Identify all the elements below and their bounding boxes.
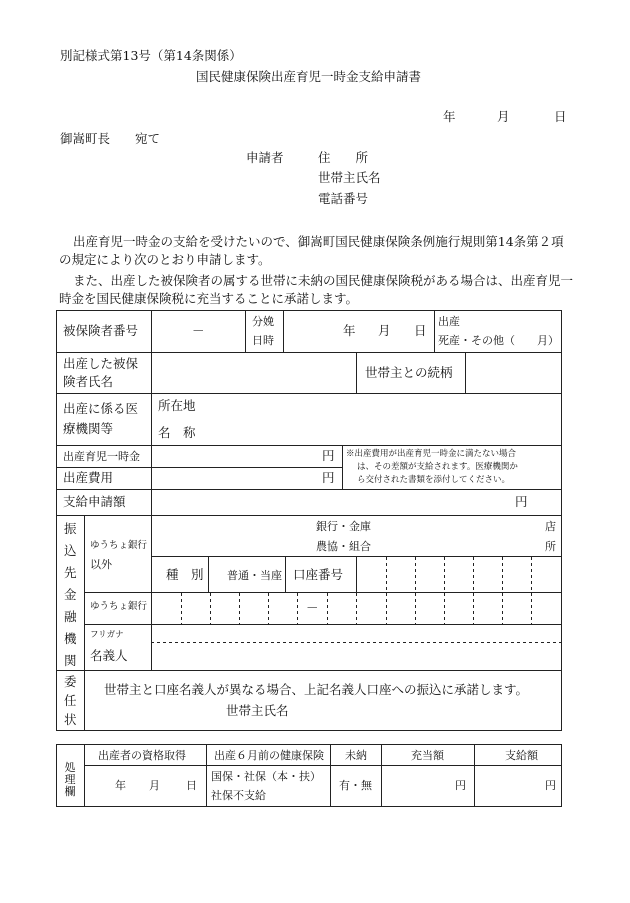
insurance-type-line-1: 国保・社保（本・扶） [211,770,321,783]
application-statement: 出産育児一時金の支給を受けたいので、御嵩町国民健康保険条例施行規則第14条第２項の規定により次のとおり申請します。 [59,234,564,267]
insured-number-label: 被保険者番号 [63,323,139,338]
insured-name-label-2: 険者氏名 [63,374,114,389]
householder-name-label: 世帯主氏名 [318,170,381,185]
delivery-month: 月 [378,323,391,338]
insurance-type-line-2: 社保不支給 [211,789,266,802]
delivery-cost-label: 出産費用 [63,470,114,485]
note-line-3: ら交付された書類を添付してください。 [357,475,511,485]
payment-amount-label: 支給申請額 [63,494,126,509]
applicant-label: 申請者 [246,150,284,165]
non-yucho-label-2: 以外 [90,558,112,571]
bank-col-1: 振 [64,521,77,536]
lump-sum-label: 出産育児一時金 [63,450,140,463]
form-title: 国民健康保険出産育児一時金支給申請書 [196,69,422,84]
bank-col-7: 関 [64,653,77,668]
unpaid-options: 有・無 [339,779,372,792]
processing-side-label: 処理欄 [64,761,76,798]
bank-type-line-1: 銀行・金庫 [316,520,371,533]
phone-label: 電話番号 [318,191,369,206]
processing-header-qualification: 出産者の資格取得 [98,749,186,762]
account-type-options: 普通・当座 [227,569,282,582]
processing-month: 月 [149,779,160,792]
branch-label-1: 店 [545,520,556,533]
form-number: 別記様式第13号（第14条関係） [60,48,242,63]
stillbirth-option: 死産・その他（ 月） [438,334,559,347]
relation-label: 世帯主との続柄 [365,365,453,380]
payment-amount-yen: 円 [515,494,528,509]
proxy-statement: 世帯主と口座名義人が異なる場合、上記名義人口座への振込に承諾します。 [104,682,529,697]
consent-statement: また、出産した被保険者の属する世帯に未納の国民健康保険税がある場合は、出産育児一時金を国民健康保険税に充当することに承諾します。 [59,273,574,306]
account-type-label: 種 別 [166,567,204,582]
processing-header-unpaid: 未納 [345,749,367,762]
bank-col-4: 金 [64,587,77,602]
delivery-label-1: 分娩 [252,315,274,328]
note-line-2: は、その差額が支給されます。医療機関か [357,462,518,472]
date-month-label: 月 [497,109,510,124]
date-year-label: 年 [443,109,456,124]
date-day-label: 日 [554,109,567,124]
branch-label-2: 所 [545,540,556,553]
yucho-dash: － [306,600,319,615]
processing-header-payment: 支給額 [505,749,538,762]
lump-sum-yen: 円 [322,448,335,463]
insured-name-label-1: 出産した被保 [63,356,139,371]
allocation-yen: 円 [455,779,466,792]
institution-label-1: 出産に係る医 [63,401,139,416]
location-label: 所在地 [158,398,196,413]
delivery-day: 日 [414,323,427,338]
non-yucho-label-1: ゆうちょ銀行 [90,540,148,551]
insured-number-dash: － [192,323,205,338]
bank-col-3: 先 [64,565,77,580]
processing-header-allocation: 充当額 [411,749,444,762]
proxy-col-1: 委 [64,674,77,689]
yucho-label: ゆうちょ銀行 [90,601,148,612]
account-number-label: 口座番号 [293,567,344,582]
bank-type-line-2: 農協・組合 [316,540,371,553]
note-line-1: ※出産費用が出産育児一時金に満たない場合 [346,449,517,459]
proxy-householder-label: 世帯主氏名 [226,703,289,718]
payment-yen: 円 [545,779,556,792]
institution-name-label: 名 称 [158,425,196,440]
processing-day: 日 [186,779,197,792]
proxy-col-2: 任 [64,693,77,708]
addressee: 御嵩町長 宛て [60,131,161,146]
delivery-cost-yen: 円 [322,470,335,485]
birth-option: 出産 [438,315,460,328]
proxy-col-3: 状 [64,712,77,727]
bank-col-2: 込 [64,543,77,558]
processing-year: 年 [115,779,126,792]
account-holder-label: 名義人 [90,648,128,663]
furigana-label: フリガナ [90,630,124,640]
address-label: 住 所 [318,150,369,165]
processing-header-insurance: 出産６月前の健康保険 [214,749,324,762]
delivery-year: 年 [343,323,356,338]
delivery-label-2: 日時 [252,334,274,347]
institution-label-2: 療機関等 [63,421,114,436]
bank-col-6: 機 [64,631,77,646]
bank-col-5: 融 [64,609,77,624]
